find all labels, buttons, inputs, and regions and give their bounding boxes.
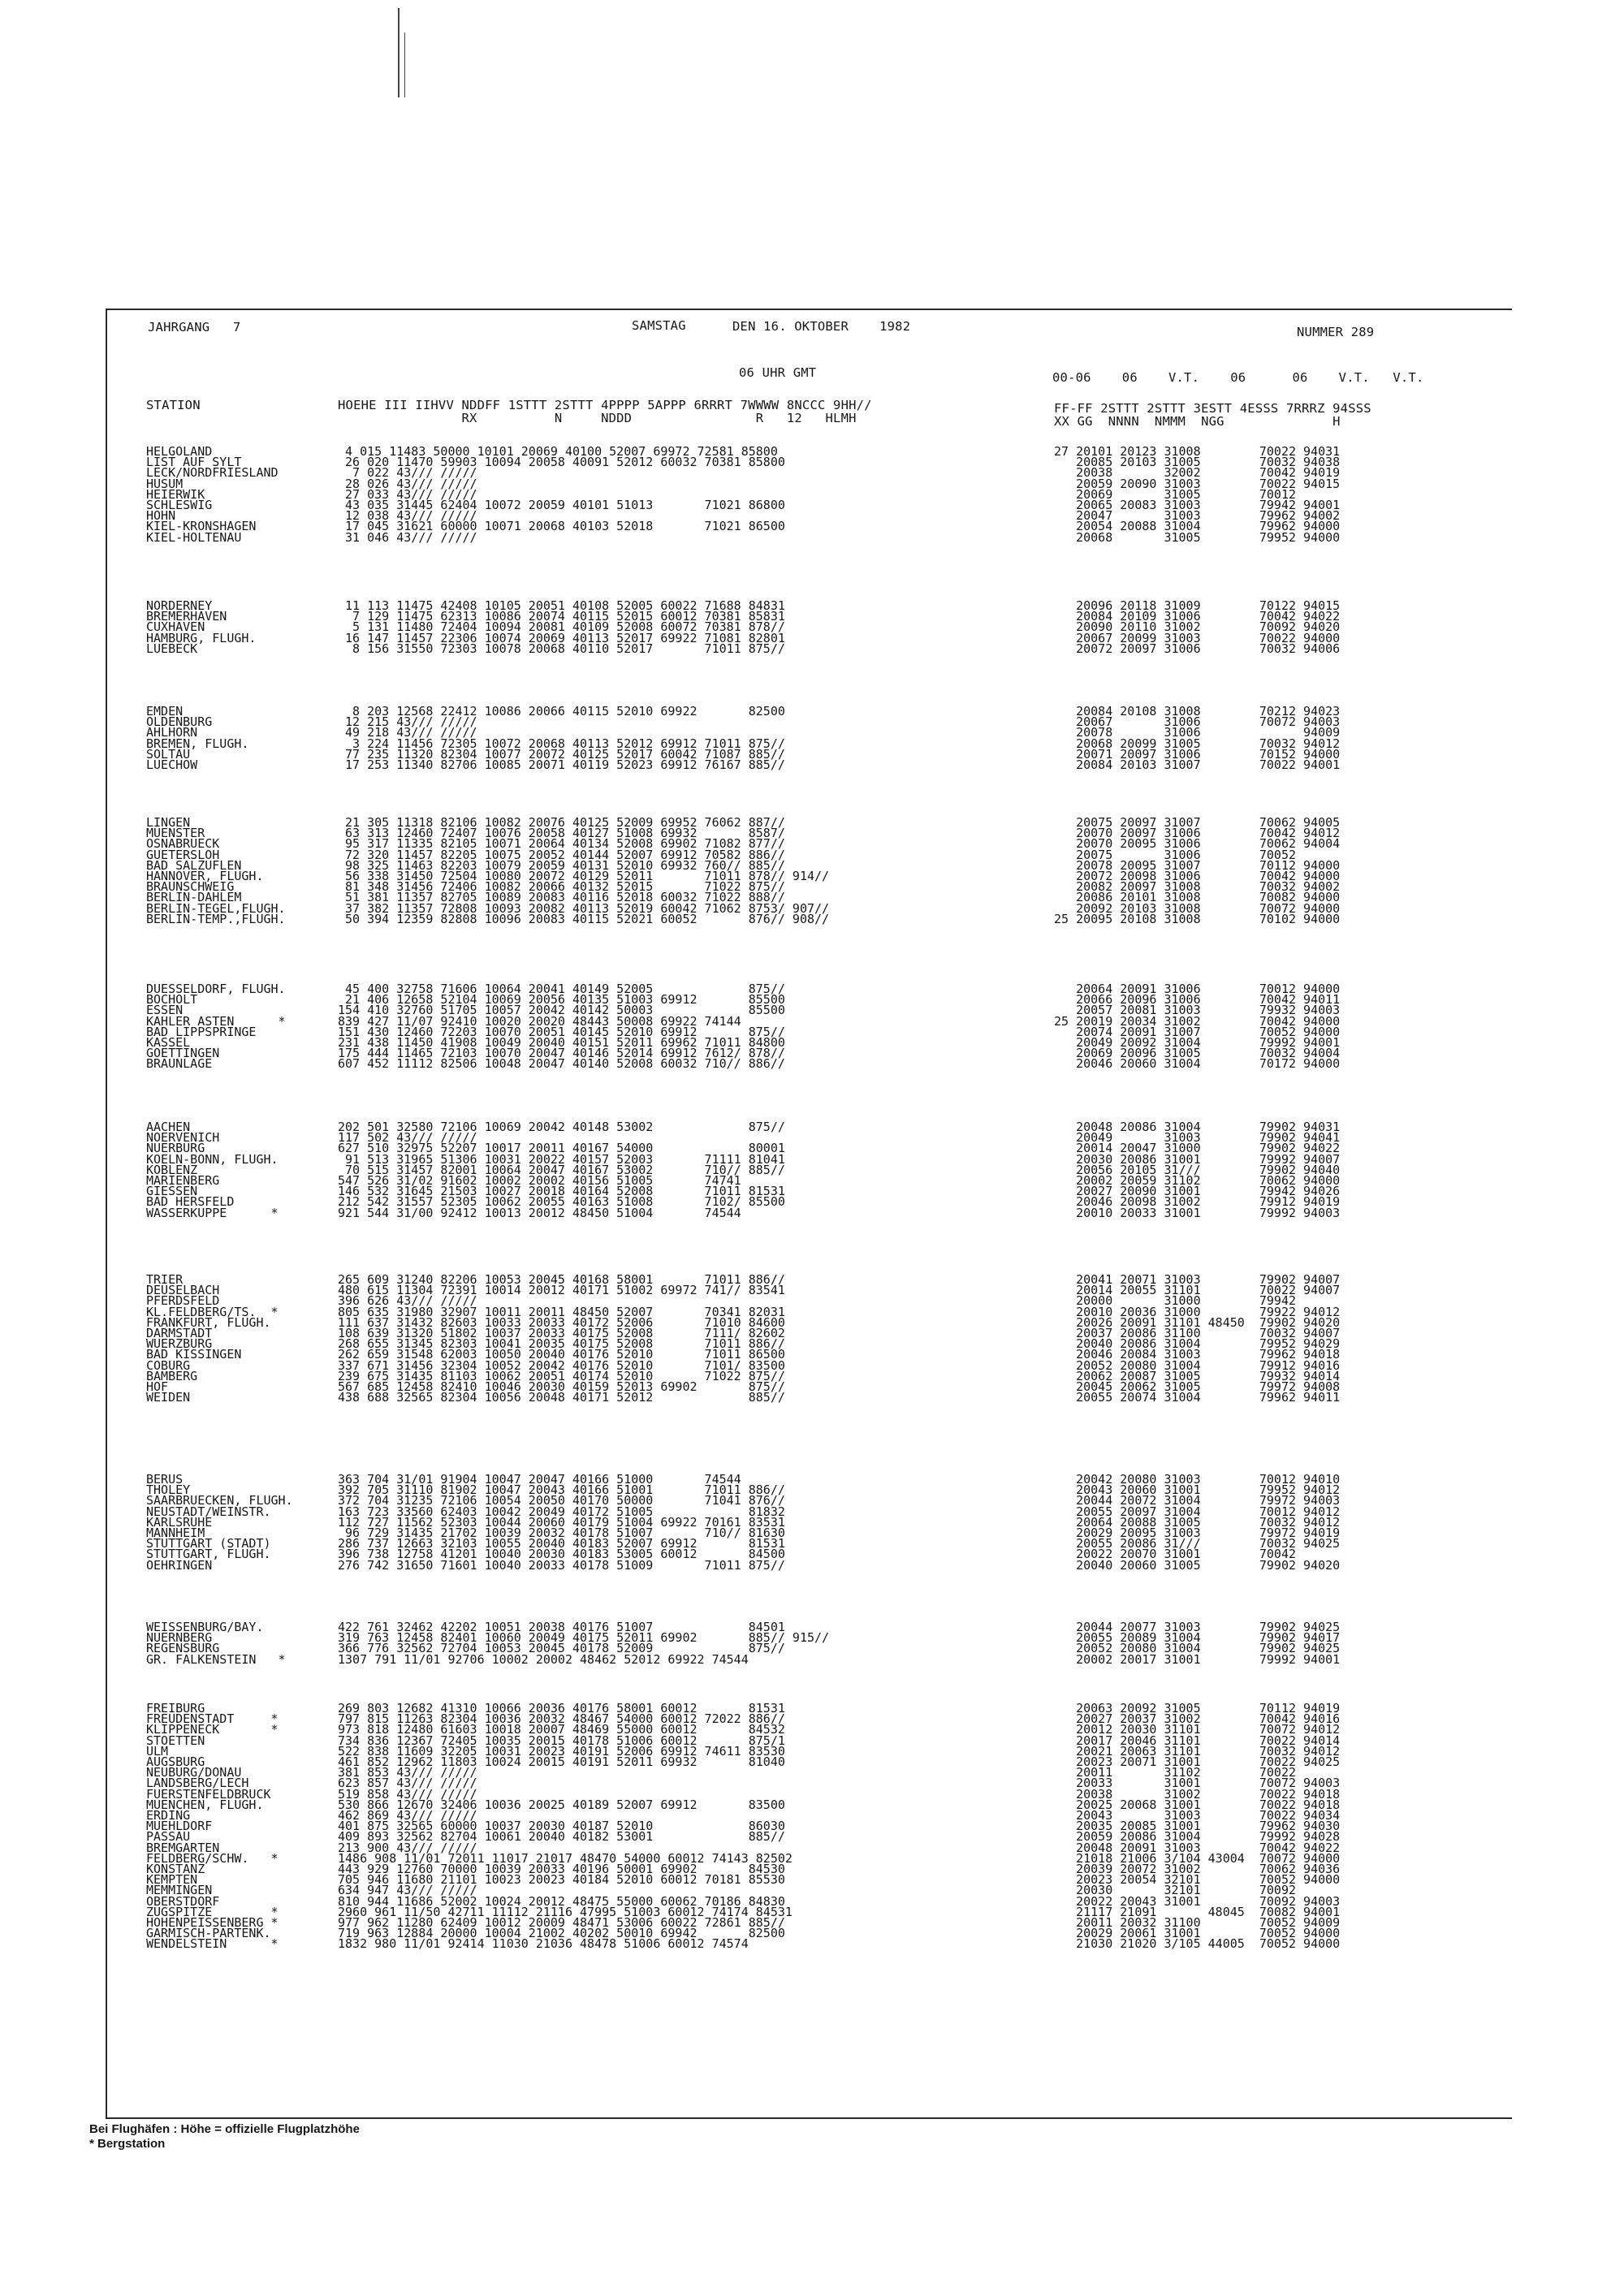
right-column-header: FF-FF 2STTT 2STTT 3ESTT 4ESSS 7RRRZ 94SSS (1054, 401, 1371, 416)
issue-number: NUMMER 289 (1297, 325, 1375, 339)
supplementary-values: 20044 20077 31003 79902 94025 20055 20089 31004 79902 94017 20052 20080 31004 79902 94025 20002 20017 31001 79992 94001 (1076, 1620, 1341, 1667)
observation-values: 4 015 11483 50000 10101 20069 40100 52007 69972 72581 85800 26 020 11470 59903 10094 20058 40091 52012 60032 70381 85800 7 022 43/// ///// 28 026 43/// ///// 27 033 43/// ///// 43 035 31445 62404 10072 20059 40101 51013 71021 86800 12 038 43/// ///// 17 045 31621 60000 10071 20068 40103 52018 71021 86500 31 046 43/// ///// (345, 444, 785, 545)
station-names: LINGEN MUENSTER OSNABRUECK GUETERSLOH BAD SALZUFLEN HANNOVER, FLUGH. BRAUNSCHWEIG BERLIN-DAHLEM BERLIN-TEGEL,FLUGH. BERLIN-TEMP.,FLUGH. (146, 815, 286, 926)
station-column-header: STATION (146, 398, 201, 412)
scan-mark (404, 32, 405, 97)
jahrgang-label: JAHRGANG 7 (148, 320, 241, 334)
station-names: BERUS THOLEY SAARBRUECKEN, FLUGH. NEUSTADT/WEINSTR. KARLSRUHE MANNHEIM STUTTGART (STADT) STUTTGART, FLUGH. OEHRINGEN (146, 1472, 293, 1573)
supplementary-values: 20063 20092 31005 70112 94019 20027 20037 31002 70042 94016 20012 20030 31101 70072 94012 20017 20046 31101 70022 94014 20021 20063 31101 70032 94012 20023 20071 31001 70022 94025 20011 31102 70022 20033 31001 70072 94003 20038 31002 70022 94018 20025 20068 31001 70022 94018 20043 31003 70022 94034 20035 20085 31001 79962 94030 20059 20086 31004 79992 94028 20048 20091 31003 70042 94022 21018 21006 3/104 43004 70072 94000 20039 20072 31002 70062 94036 20023 20054 32101 70052 94000 20030 32101 70092 20022 20043 31001 70092 94003 21117 21091 48045 70082 94001 20011 20032 31100 70052 94009 20029 20061 31001 70052 94000 21030 21020 3/105 44005 70052 94000 (1076, 1701, 1341, 1952)
scan-mark (398, 8, 400, 97)
footnote-mountain-station: * Bergstation (89, 2137, 166, 2151)
supplementary-values: 20096 20118 31009 70122 94015 20084 20109 31006 70042 94022 20090 20110 31002 70092 94020 20067 20099 31003 70022 94000 20072 20097 31006 70032 94006 (1076, 598, 1341, 656)
supplementary-values: 20041 20071 31003 79902 94007 20014 20055 31101 70022 94007 20000 31000 79942 20010 20036 31000 79922 94012 20026 20091 31101 48450 79902 94020 20037 20086 31100 70032 94007 20040 20086 31004 79952 94029 20046 20084 31003 79962 94018 20052 20080 31004 79912 94016 20062 20087 31005 79932 94014 20045 20062 31005 79972 94008 20055 20074 31004 79962 94011 (1076, 1272, 1341, 1405)
observation-values: 202 501 32580 72106 10069 20042 40148 53002 875// 117 502 43/// ///// 627 510 32975 52207 10017 20011 40167 54000 80001 91 513 31965 51306 10031 20022 40157 52003 71111 81041 70 515 31457 82001 10064 20047 40167 53002 710// 885// 547 526 31/02 91602 10002 20002 40156 51005 74741 146 532 31645 21503 10027 20018 40164 52008 71011 81531 212 542 31557 52305 10062 20055 40163 51008 7102/ 85500 921 544 31/00 92412 10013 20012 48450 51004 74544 (338, 1120, 785, 1220)
station-names: WEISSENBURG/BAY. NUERNBERG REGENSBURG GR. FALKENSTEIN * (146, 1620, 286, 1667)
column-group-utc: 06 UHR GMT (739, 365, 817, 380)
station-names: NORDERNEY BREMERHAVEN CUXHAVEN HAMBURG, FLUGH. LUEBECK (146, 598, 257, 656)
supplementary-values: 20048 20086 31004 79902 94031 20049 31003 79902 94041 20014 20047 31000 79902 94022 20030 20086 31001 79992 94007 20056 20105 31/// 79902 94040 20002 20059 31102 70062 94000 20027 20090 31001 79942 94026 20046 20098 31002 79912 94019 20010 20033 31001 79992 94003 (1076, 1120, 1341, 1220)
weekday-label: SAMSTAG (632, 318, 686, 333)
bulletin-frame (106, 309, 1512, 2119)
station-names: TRIER DEUSELBACH PFERDSFELD KL.FELDBERG/TS. * FRANKFURT, FLUGH. DARMSTADT WUERZBURG BAD KISSINGEN COBURG BAMBERG HOF WEIDEN (146, 1272, 279, 1405)
station-names: HELGOLAND LIST AUF SYLT LECK/NORDFRIESLAND HUSUM HEIERWIK SCHLESWIG HOHN KIEL-KRONSHAGEN KIEL-HOLTENAU (146, 444, 279, 545)
date-label: DEN 16. OKTOBER 1982 (732, 319, 911, 334)
station-names: AACHEN NOERVENICH NUERBURG KOELN-BONN, FLUGH. KOBLENZ MARIENBERG GIESSEN BAD HERSFELD WASSERKUPPE * (146, 1120, 279, 1220)
supplementary-values: 20084 20108 31008 70212 94023 20067 31006 70072 94003 20078 31006 94009 20068 20099 31005 70032 94012 20071 20097 31006 70152 94000 20084 20103 31007 70022 94001 (1076, 704, 1341, 773)
observation-values: 363 704 31/01 91904 10047 20047 40166 51000 74544 392 705 31110 81902 10047 20043 40166 51001 71011 886// 372 704 31235 72106 10054 20050 40170 50000 71041 876// 163 723 33560 62403 10042 20049 40172 51005 81832 112 727 11562 52303 10044 20060 40179 51004 69922 70161 83531 96 729 31435 21702 10039 20032 40178 51007 710// 81630 286 737 12663 32103 10055 20040 40183 52007 69912 81531 396 738 12758 41201 10040 20030 40183 53005 60012 84500 276 742 31650 71601 10040 20033 40178 51009 71011 875// (338, 1472, 785, 1573)
bottom-rule (107, 2117, 1512, 2119)
observation-values: 45 400 32758 71606 10064 20041 40149 52005 875// 21 406 12658 52104 10069 20056 40135 51003 69912 85500 154 410 32760 51705 10057 20042 40142 50003 85500 839 427 11/07 92410 10020 20020 48443 50008 69922 74144 151 430 12460 72203 10070 20051 40145 52010 69912 875// 231 438 11450 41908 10049 20040 40151 52011 69962 71011 84800 175 444 11465 72103 10070 20047 40146 52014 69912 7612/ 878// 607 452 11112 82506 10048 20047 40140 52008 60032 710// 886// (338, 982, 785, 1072)
main-column-header: HOEHE III IIHVV NDDFF 1STTT 2STTT 4PPPP 5APPP 6RRRT 7WWWW 8NCCC 9HH// (338, 398, 872, 412)
observation-values: 422 761 32462 42202 10051 20038 40176 51007 84501 319 763 12458 82401 10060 20049 40175 52011 69902 885// 915// 366 776 32562 72704 10053 20045 40178 52009 875// 1307 791 11/01 92706 10002 20002 48462 52012 69922 74544 (338, 1620, 830, 1667)
observation-values: 269 803 12682 41310 10066 20036 40176 58001 60012 81531 797 815 11263 82304 10036 20032 48467 54000 60012 72022 886// 973 818 12480 61603 10018 20007 48469 55000 60012 84532 734 836 12367 72405 10035 20015 40178 51006 60012 875/1 522 838 11609 32205 10031 20023 40191 52006 69912 74611 83530 461 852 12962 11803 10024 20015 40191 52011 69932 81040 381 853 43/// ///// 623 857 43/// ///// 519 858 43/// ///// 530 866 12670 32406 10036 20025 40189 52007 69912 83500 462 869 43/// ///// 401 875 32565 60000 10037 20030 40187 52010 86030 409 893 32562 82704 10061 20040 40182 53001 885// 213 900 43/// ///// 1486 908 11/01 72011 11017 21017 48470 54000 60012 74143 82502 443 929 12760 70000 10039 20033 40196 50001 69902 84530 705 946 11680 21101 10023 20023 40184 52010 60012 70181 85530 634 947 43/// ///// 810 944 11686 52002 10024 20012 48475 55000 60062 70186 84830 2960 961 11/50 42711 11112 21116 47995 51003 60012 74174 84531 977 962 11280 62409 10012 20009 48471 53006 60022 72861 885// 719 963 12884 20000 10004 21002 40202 50010 69942 82500 1832 980 11/01 92414 11030 21036 48478 51006 60012 74574 (338, 1701, 793, 1952)
station-names: DUESSELDORF, FLUGH. BOCHOLT ESSEN KAHLER ASTEN * BAD LIPPSPRINGE KASSEL GOETTINGEN BRAUNLAGE (146, 982, 286, 1072)
supplementary-values: 27 20101 20123 31008 70022 94031 20085 20103 31005 70032 94038 20038 32002 70042 94019 20059 20090 31003 70022 94015 20069 31005 70012 20065 20083 31003 79942 94001 20047 31003 79962 94002 20054 20088 31004 79962 94000 20068 31005 79952 94000 (1054, 444, 1341, 545)
station-names: FREIBURG FREUDENSTADT * KLIPPENECK * STOETTEN ULM AUGSBURG NEUBURG/DONAU LANDSBERG/LECH FUERSTENFELDBRUCK MUENCHEN, FLUGH. ERDING MUEHLDORF PASSAU BREMGARTEN FELDBERG/SCHW. * KONSTANZ KEMPTEN MEMMINGEN OBERSTDORF ZUGSPITZE * HOHENPEISSENBERG * GARMISCH-PARTENK. WENDELSTEIN * (146, 1701, 279, 1952)
station-names: EMDEN OLDENBURG AHLHORN BREMEN, FLUGH. SOLTAU LUECHOW (146, 704, 249, 773)
supplementary-values: 20042 20080 31003 70012 94010 20043 20060 31001 79952 94012 20044 20072 31004 79972 94003 20055 20097 31004 70012 94012 20064 20088 31005 70032 94012 20029 20095 31003 79972 94019 20055 20086 31/// 70032 94025 20022 20070 31001 70042 20040 20060 31005 79902 94020 (1076, 1472, 1341, 1573)
footnote-airport-height: Bei Flughäfen : Höhe = offizielle Flugplatzhöhe (89, 2122, 360, 2136)
main-column-subheader: RX N NDDD R 12 HLMH (338, 411, 857, 425)
top-rule (107, 309, 1512, 310)
observation-values: 8 203 12568 22412 10086 20066 40115 52010 69922 82500 12 215 43/// ///// 49 218 43/// ///// 3 224 11456 72305 10072 20068 40113 52012 69912 71011 875// 77 235 11320 82304 10077 20072 40125 52017 60042 71087 885// 17 253 11340 82706 10085 20071 40119 52023 69912 76167 885// (345, 704, 785, 773)
supplementary-values: 20064 20091 31006 70012 94000 20066 20096 31006 70042 94011 20057 20081 31003 79932 94003 25 20019 20034 31002 70042 94000 20074 20091 31007 70052 94000 20049 20092 31004 79992 94001 20069 20096 31005 70032 94004 20046 20060 31004 70172 94000 (1054, 982, 1341, 1072)
observation-values: 21 305 11318 82106 10082 20076 40125 52009 69952 76062 887// 63 313 12460 72407 10076 20058 40127 51008 69932 8587/ 95 317 11335 82105 10071 20064 40134 52008 69902 71082 877// 72 320 11457 82205 10075 20052 40144 52007 69912 70582 886// 98 325 11463 82203 10079 20059 40131 52010 69932 760// 885// 56 338 31450 72504 10080 20072 40129 52011 71011 878// 914// 81 348 31456 72406 10082 20066 40132 52015 71022 875// 51 381 11357 82705 10089 20083 40116 52018 60032 71022 888// 37 382 11357 72808 10093 20082 40113 52019 60042 71062 8753/ 907// 50 394 12359 82808 10096 20083 40115 52021 60052 876// 908// (345, 815, 830, 926)
supplementary-values: 20075 20097 31007 70062 94005 20070 20097 31006 70042 94012 20070 20095 31006 70062 94004 20075 31006 70052 20078 20095 31007 70112 94000 20072 20098 31006 70042 94000 20082 20097 31008 70032 94002 20086 20101 31008 70082 94000 20092 20103 31008 70072 94000 25 20095 20108 31008 70102 94000 (1054, 815, 1341, 926)
observation-values: 265 609 31240 82206 10053 20045 40168 58001 71011 886// 480 615 11304 72391 10014 20012 40171 51002 69972 741// 83541 396 626 43/// ///// 805 635 31980 32907 10011 20011 48450 52007 70341 82031 111 637 31432 82603 10033 20033 40172 52006 71010 84600 108 639 31320 51802 10037 20033 40175 52008 7111/ 82602 268 655 31345 82303 10041 20035 40175 52008 71011 886// 262 659 31548 62003 10050 20040 40176 52010 71011 86500 337 671 31456 32304 10052 20042 40176 52010 7101/ 83500 239 675 31435 81103 10062 20051 40174 52010 71022 875// 567 685 12458 82410 10046 20030 40159 52013 69902 875// 438 688 32565 82304 10056 20048 40171 52012 885// (338, 1272, 785, 1405)
column-group-right: 00-06 06 V.T. 06 06 V.T. V.T. (1052, 370, 1424, 385)
observation-values: 11 113 11475 42408 10105 20051 40108 52005 60022 71688 84831 7 129 11475 62313 10086 20074 40115 52015 60012 70381 85831 5 131 11480 72404 10094 20081 40109 52008 60072 70381 878// 16 147 11457 22306 10074 20069 40113 52017 69922 71081 82801 8 156 31550 72303 10078 20068 40110 52017 71011 875// (345, 598, 785, 656)
right-column-subheader: XX GG NNNN NMMM NGG H (1054, 414, 1341, 429)
